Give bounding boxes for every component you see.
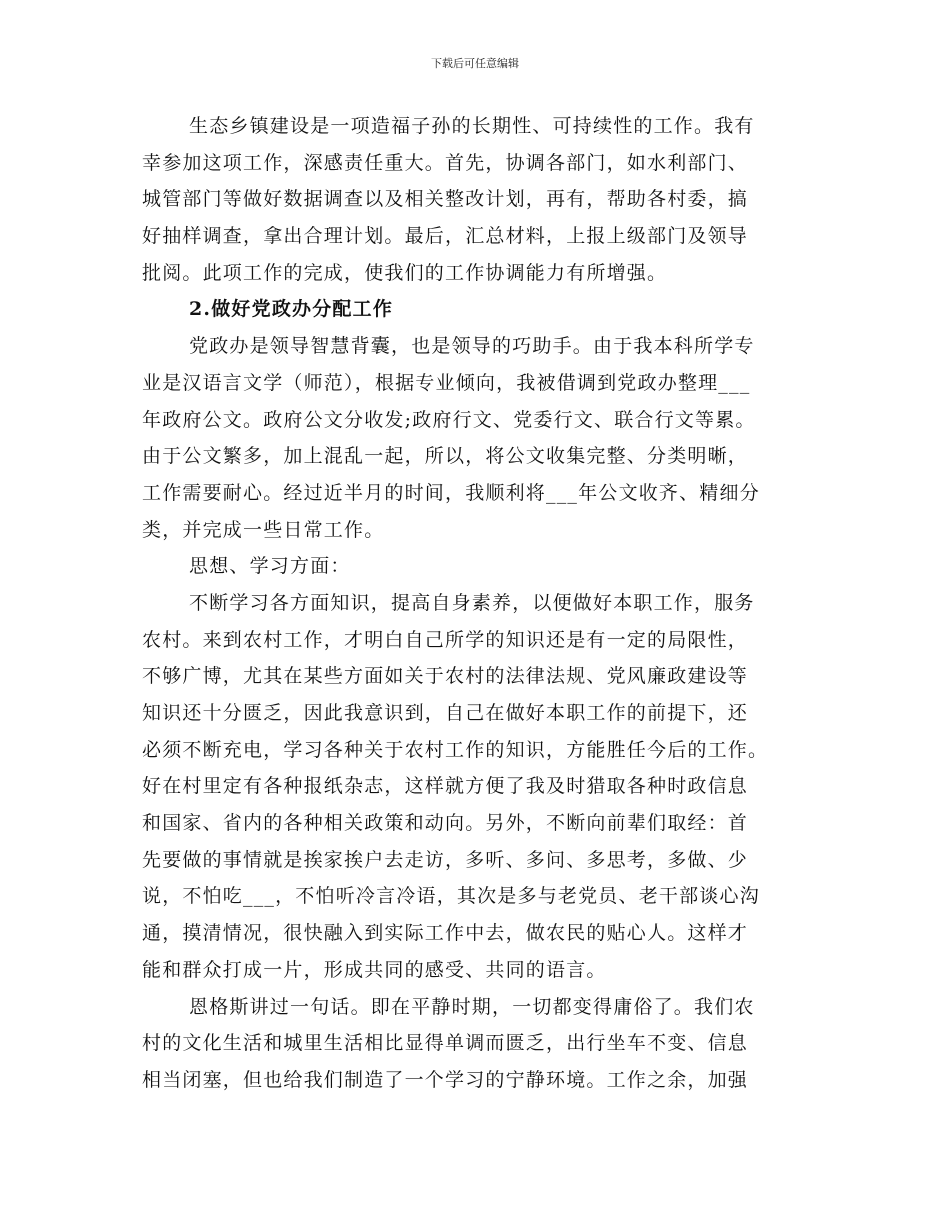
text-line: 知识还十分匮乏，因此我意识到，自己在做好本职工作的前提下，还 — [142, 702, 749, 724]
text-line: 和国家、省内的各种相关政策和动向。另外，不断向前辈们取经：首 — [142, 812, 749, 835]
text-line: 农村。来到农村工作，才明白自己所学的知识还是有一定的局限性， — [142, 628, 749, 651]
text-line: 能和群众打成一片，形成共同的感受、共同的语言。 — [142, 958, 607, 981]
text-line: 相当闭塞，但也给我们制造了一个学习的宁静环境。工作之余，加强 — [142, 1068, 749, 1091]
text-line: 工作需要耐心。经过近半月的时间，我顺利将___年公文收齐、精细分 — [142, 481, 760, 504]
text-line: 必须不断充电，学习各种关于农村工作的知识，方能胜任今后的工作。 — [142, 738, 769, 761]
text-line: 批阅。此项工作的完成，使我们的工作协调能力有所增强。 — [142, 261, 668, 284]
text-line: 通，摸清情况，很快融入到实际工作中去，做农民的贴心人。这样才 — [142, 922, 749, 945]
text-line: 好抽样调查，拿出合理计划。最后，汇总材料，上报上级部门及领导 — [142, 225, 749, 248]
text-line: 城管部门等做好数据调查以及相关整改计划，再有，帮助各村委，搞 — [142, 188, 749, 211]
document-body — [142, 108, 810, 1099]
text-line: 年政府公文。政府公文分收发;政府行文、党委行文、联合行文等累。 — [142, 408, 756, 431]
text-line: 由于公文繁多，加上混乱一起，所以，将公文收集完整、分类明晰， — [142, 445, 749, 468]
section-heading: 2.做好党政办分配工作 — [189, 298, 394, 321]
text-line: 业是汉语言文学（师范），根据专业倾向，我被借调到党政办整理___ — [142, 371, 751, 394]
text-line: 类，并完成一些日常工作。 — [142, 518, 385, 541]
text-line: 党政办是领导智慧背囊，也是领导的巧助手。由于我本科所学专 — [189, 335, 755, 358]
text-line: 好在村里定有各种报纸杂志，这样就方便了我及时猎取各种时政信息 — [142, 775, 749, 798]
text-line: 村的文化生活和城里生活相比显得单调而匮乏，出行坐车不变、信息 — [142, 1032, 749, 1055]
text-line: 幸参加这项工作，深感责任重大。首先，协调各部门，如水利部门、 — [142, 151, 749, 174]
text-line: 先要做的事情就是挨家挨户去走访，多听、多问、多思考，多做、少 — [142, 848, 749, 871]
text-line: 不断学习各方面知识，提高自身素养，以便做好本职工作，服务 — [189, 591, 755, 614]
text-line: 不够广博，尤其在某些方面如关于农村的法律法规、党风廉政建设等 — [142, 665, 749, 688]
text-line: 思想、学习方面： — [189, 555, 351, 578]
page-header: 下载后可任意编辑 — [431, 57, 519, 70]
text-line: 恩格斯讲过一句话。即在平静时期，一切都变得庸俗了。我们农 — [189, 995, 755, 1018]
text-line: 生态乡镇建设是一项造福子孙的长期性、可持续性的工作。我有 — [189, 115, 755, 137]
text-line: 说，不怕吃___，不怕听冷言冷语，其次是多与老党员、老干部谈心沟 — [142, 885, 760, 908]
